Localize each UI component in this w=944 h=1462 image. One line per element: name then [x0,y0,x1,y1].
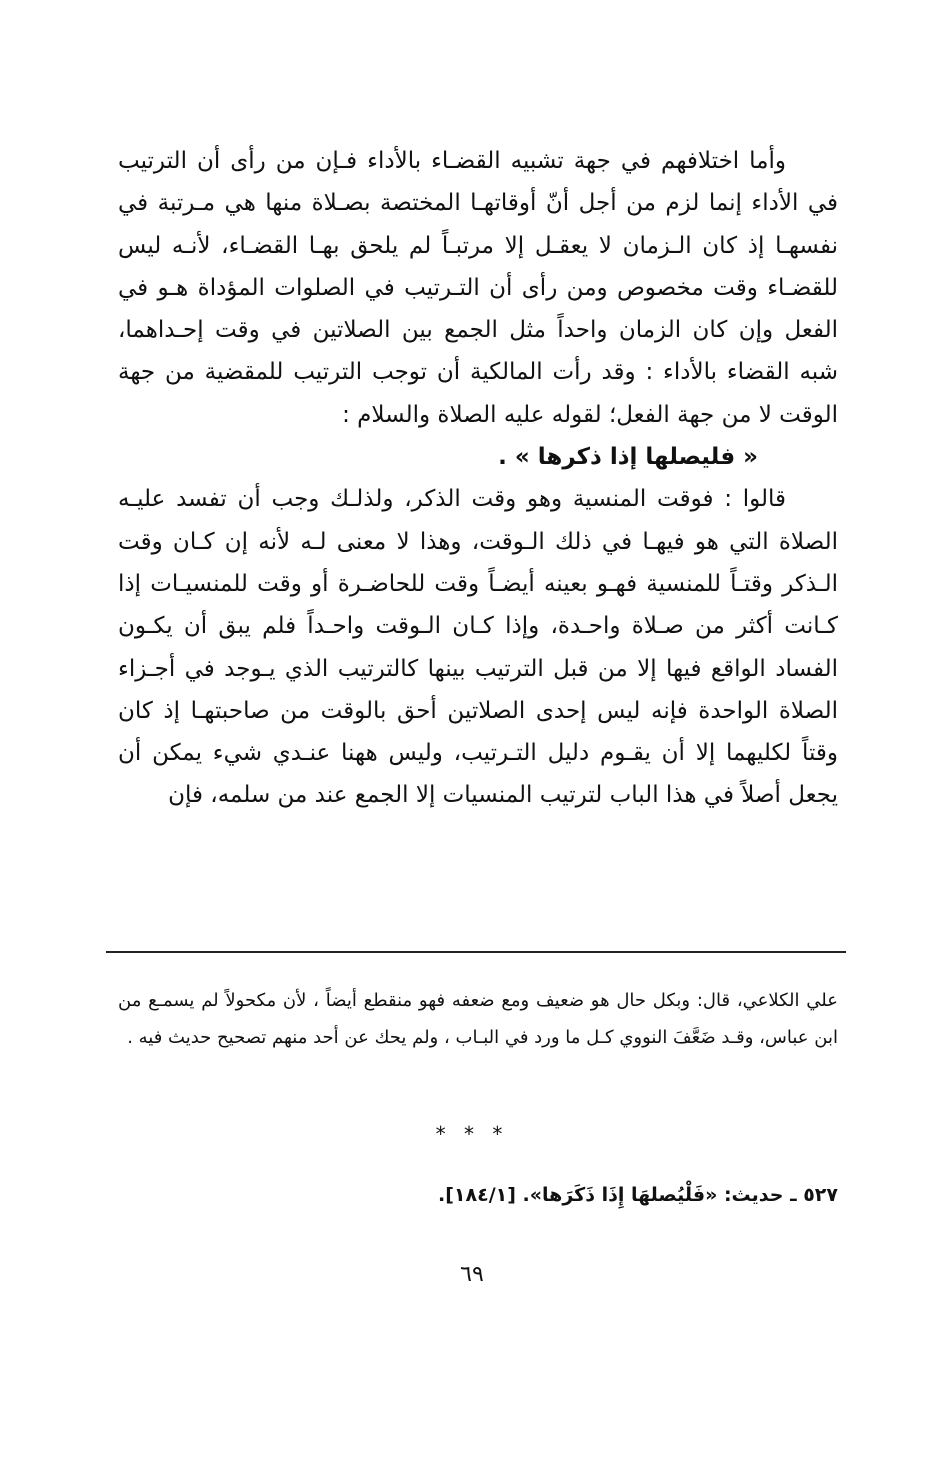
hadith-quote: « فليصلها إذا ذكرها » . [498,444,758,471]
footnote-text: علي الكلاعي، قال: وبكل حال هو ضعيف ومع ضعفه فهو منقطع أيضاً ، لأن مكحولاً لم يسمـع من ابن عباس، وقـد ضَعَّفَ النووي كـل ما ورد في البـاب ، ولم يحك عن أحد منهم تصحيح حديث فيه . [118,990,838,1048]
paragraph-1: وأما اختلافهم في جهة تشبيه القضـاء بالأداء فـإن من رأى أن الترتيب في الأداء إنما لزم من أجل أنّ أوقاتهـا المختصة بصـلاة منها هي مـرتبة في نفسهـا إذ كان الـزمان لا يعقـل إلا مرتبـاً لم يلحق بهـا القضـاء، لأنـه ليس للقضـاء وقت مخصوص ومن رأى أن التـرتيب في الصلوات المؤداة هـو في الفعل وإن كان الزمان واحداً مثل الجمع بين الصلاتين في وقت إحـداهما، شبه القضاء بالأداء : وقد رأت المالكية أن توجب الترتيب للمقضية من جهة الوقت لا من جهة الفعل؛ لقوله عليه الصلاة والسلام : [118,148,838,428]
footnote-block [118,982,838,1056]
hadith-reference: ٥٢٧ ـ حديث: «فَلْيُصلهَا إِذَا ذَكَرَها». [١٨٤/١]. [438,1184,838,1206]
section-separator-stars: * * * [435,1122,509,1146]
paragraph-2: قالوا : فوقت المنسية وهو وقت الذكر، ولذلـك وجب أن تفسد عليـه الصلاة التي هو فيهـا في ذلك الـوقت، وهذا لا معنى لـه لأنه إن كـان وقت الـذكر وقتـاً للمنسية فهـو بعينه أيضـاً وقت للحاضـرة أو وقت للمنسيـات إذا كـانت أكثر من صـلاة واحـدة، وإذا كـان الـوقت واحـداً فلم يبق أن يكـون الفساد الواقع فيها إلا من قبل الترتيب بينها كالترتيب الذي يـوجد في أجـزاء الصلاة الواحدة فإنه ليس إحدى الصلاتين أحق بالوقت من صاحبتهـا إذ كان وقتاً لكليهما إلا أن يقـوم دليل التـرتيب، وليس ههنا عنـدي شيء يمكن أن يجعل أصلاً في هذا الباب لترتيب المنسيات إلا الجمع عند من سلمه، فإن [118,486,838,809]
page-number: ٦٩ [460,1262,484,1287]
footnote-separator-line [106,951,846,953]
main-text-block [118,140,838,817]
